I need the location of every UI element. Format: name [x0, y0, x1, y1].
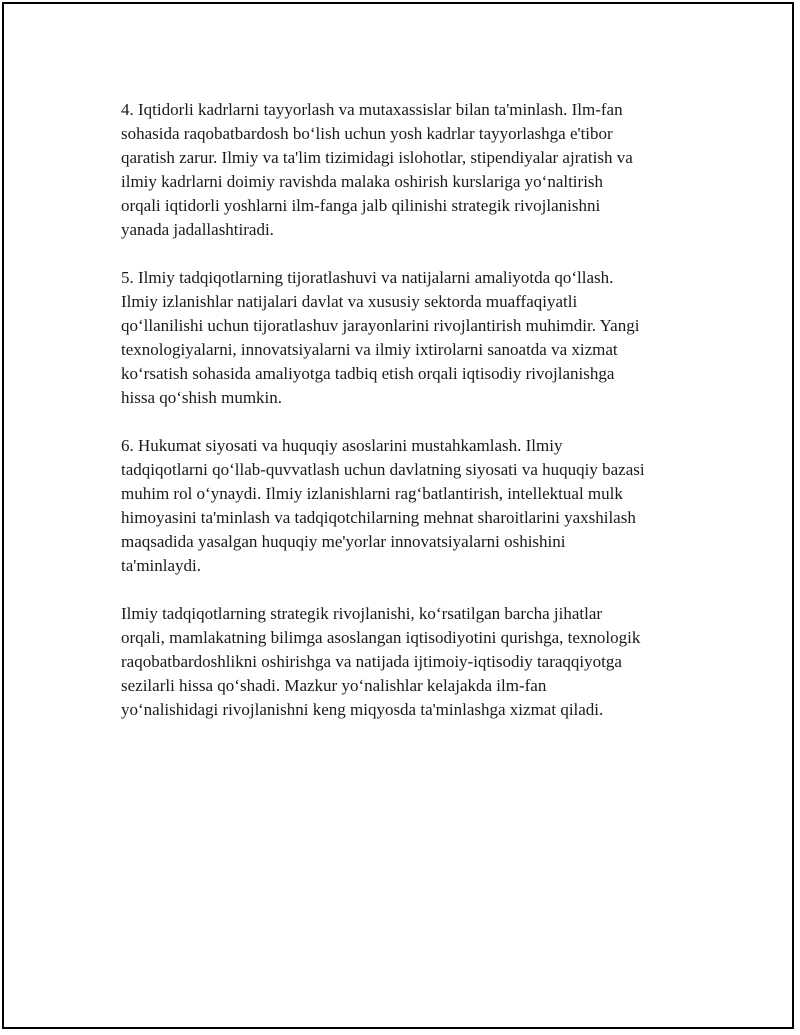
paragraph-government-policy: 6. Hukumat siyosati va huquqiy asoslarini mustahkamlash. Ilmiy tadqiqotlarni qo‘llab-quvvatlash uchun davlatning siyosati va huquqiy bazasi muhim rol o‘ynaydi. Ilmiy izlanishlarni rag‘batlantirish, intellektual mulk himoyasini ta'minlash va tadqiqotchilarning mehnat sharoitlarini yaxshilash maqsadida yasalgan huquqiy me'yorlar innovatsiyalarni oshishini ta'minlaydi. — [121, 436, 645, 575]
paragraph-conclusion: Ilmiy tadqiqotlarning strategik rivojlanishi, ko‘rsatilgan barcha jihatlar orqali, mamlakatning bilimga asoslangan iqtisodiyotini qurishga, texnologik raqobatbardoshlikni oshirishga va natijada ijtimoiy-iqtisodiy taraqqiyotga sezilarli hissa qo‘shadi. Mazkur yo‘nalishlar kelajakda ilm-fan yo‘nalishidagi rivojlanishni keng miqyosda ta'minlashga xizmat qiladi. — [121, 604, 641, 719]
paragraph-talent-training: 4. Iqtidorli kadrlarni tayyorlash va mutaxassislar bilan ta'minlash. Ilm-fan sohasida raqobatbardosh bo‘lish uchun yosh kadrlar tayyorlashga e'tibor qaratish zarur. Ilmiy va ta'lim tizimidagi islohotlar, stipendiyalar ajratish va ilmiy kadrlarni doimiy ravishda malaka oshirish kurslariga yo‘naltirish orqali iqtidorli yoshlarni ilm-fanga jalb qilinishi strategik rivojlanishni yanada jadallashtiradi. — [121, 100, 633, 239]
document-page — [2, 2, 794, 1029]
paragraph-commercialization: 5. Ilmiy tadqiqotlarning tijoratlashuvi va natijalarni amaliyotda qo‘llash. Ilmiy izlanishlar natijalari davlat va xususiy sektorda muaffaqiyatli qo‘llanilishi uchun tijoratlashuv jarayonlarini rivojlantirish muhimdir. Yangi texnologiyalarni, innovatsiyalarni va ilmiy ixtirolarni sanoatda va xizmat ko‘rsatish sohasida amaliyotga tadbiq etish orqali iqtisodiy rivojlanishga hissa qo‘shish mumkin. — [121, 268, 640, 407]
document-body — [121, 98, 696, 746]
